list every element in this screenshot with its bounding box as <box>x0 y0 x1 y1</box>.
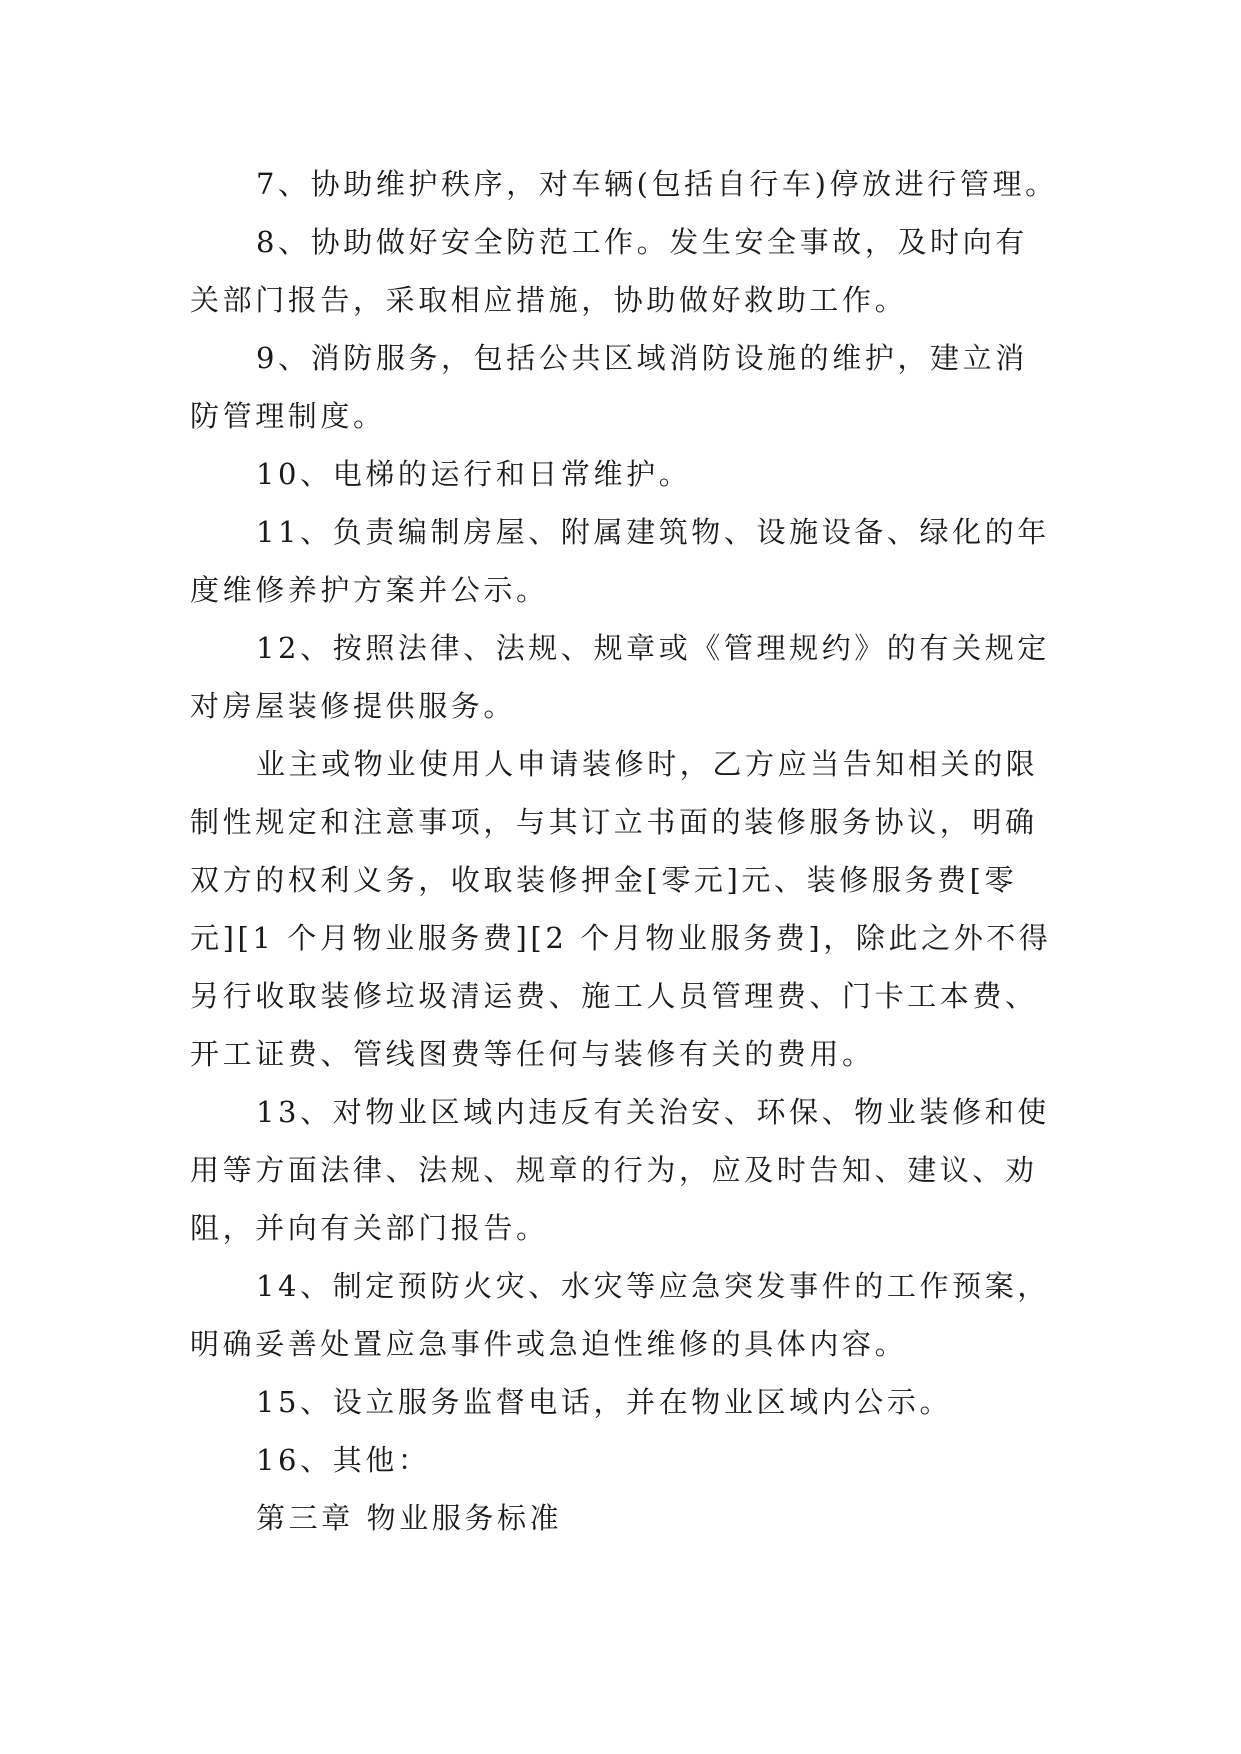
item-13-line-2: 用等方面法律、法规、规章的行为，应及时告知、建议、劝 <box>190 1153 1038 1187</box>
item-13-line-1: 13、对物业区域内违反有关治安、环保、物业装修和使 <box>256 1095 1050 1129</box>
item-11-line-2: 度维修养护方案并公示。 <box>190 573 549 607</box>
item-14-line-1: 14、制定预防火灾、水灾等应急突发事件的工作预案， <box>256 1269 1050 1303</box>
renovation-para-line-4: 元][1 个月物业服务费][2 个月物业服务费]，除此之外不得 <box>190 921 1052 955</box>
item-8-line-1: 8、协助做好安全防范工作。发生安全事故，及时向有 <box>256 225 1028 259</box>
chapter-3-heading: 第三章 物业服务标准 <box>256 1501 563 1535</box>
item-10-line-1: 10、电梯的运行和日常维护。 <box>256 457 692 491</box>
item-14-line-2: 明确妥善处置应急事件或急迫性维修的具体内容。 <box>190 1327 908 1361</box>
renovation-para-line-5: 另行收取装修垃圾清运费、施工人员管理费、门卡工本费、 <box>190 979 1038 1013</box>
item-9-line-1: 9、消防服务，包括公共区域消防设施的维护，建立消 <box>256 341 1028 375</box>
renovation-para-line-2: 制性规定和注意事项，与其订立书面的装修服务协议，明确 <box>190 805 1038 839</box>
item-16-line-1: 16、其他： <box>256 1443 431 1477</box>
item-12-line-2: 对房屋装修提供服务。 <box>190 689 517 723</box>
item-11-line-1: 11、负责编制房屋、附属建筑物、设施设备、绿化的年 <box>256 515 1050 549</box>
renovation-para-line-1: 业主或物业使用人申请装修时，乙方应当告知相关的限 <box>256 747 1039 781</box>
item-7-line-1: 7、协助维护秩序，对车辆(包括自行车)停放进行管理。 <box>256 167 1058 201</box>
item-9-line-2: 防管理制度。 <box>190 399 386 433</box>
item-15-line-1: 15、设立服务监督电话，并在物业区域内公示。 <box>256 1385 953 1419</box>
renovation-para-line-3: 双方的权利义务，收取装修押金[零元]元、装修服务费[零 <box>190 863 1018 897</box>
item-12-line-1: 12、按照法律、法规、规章或《管理规约》的有关规定 <box>256 631 1050 665</box>
item-13-line-3: 阻，并向有关部门报告。 <box>190 1211 549 1245</box>
item-8-line-2: 关部门报告，采取相应措施，协助做好救助工作。 <box>190 283 908 317</box>
renovation-para-line-6: 开工证费、管线图费等任何与装修有关的费用。 <box>190 1037 875 1071</box>
